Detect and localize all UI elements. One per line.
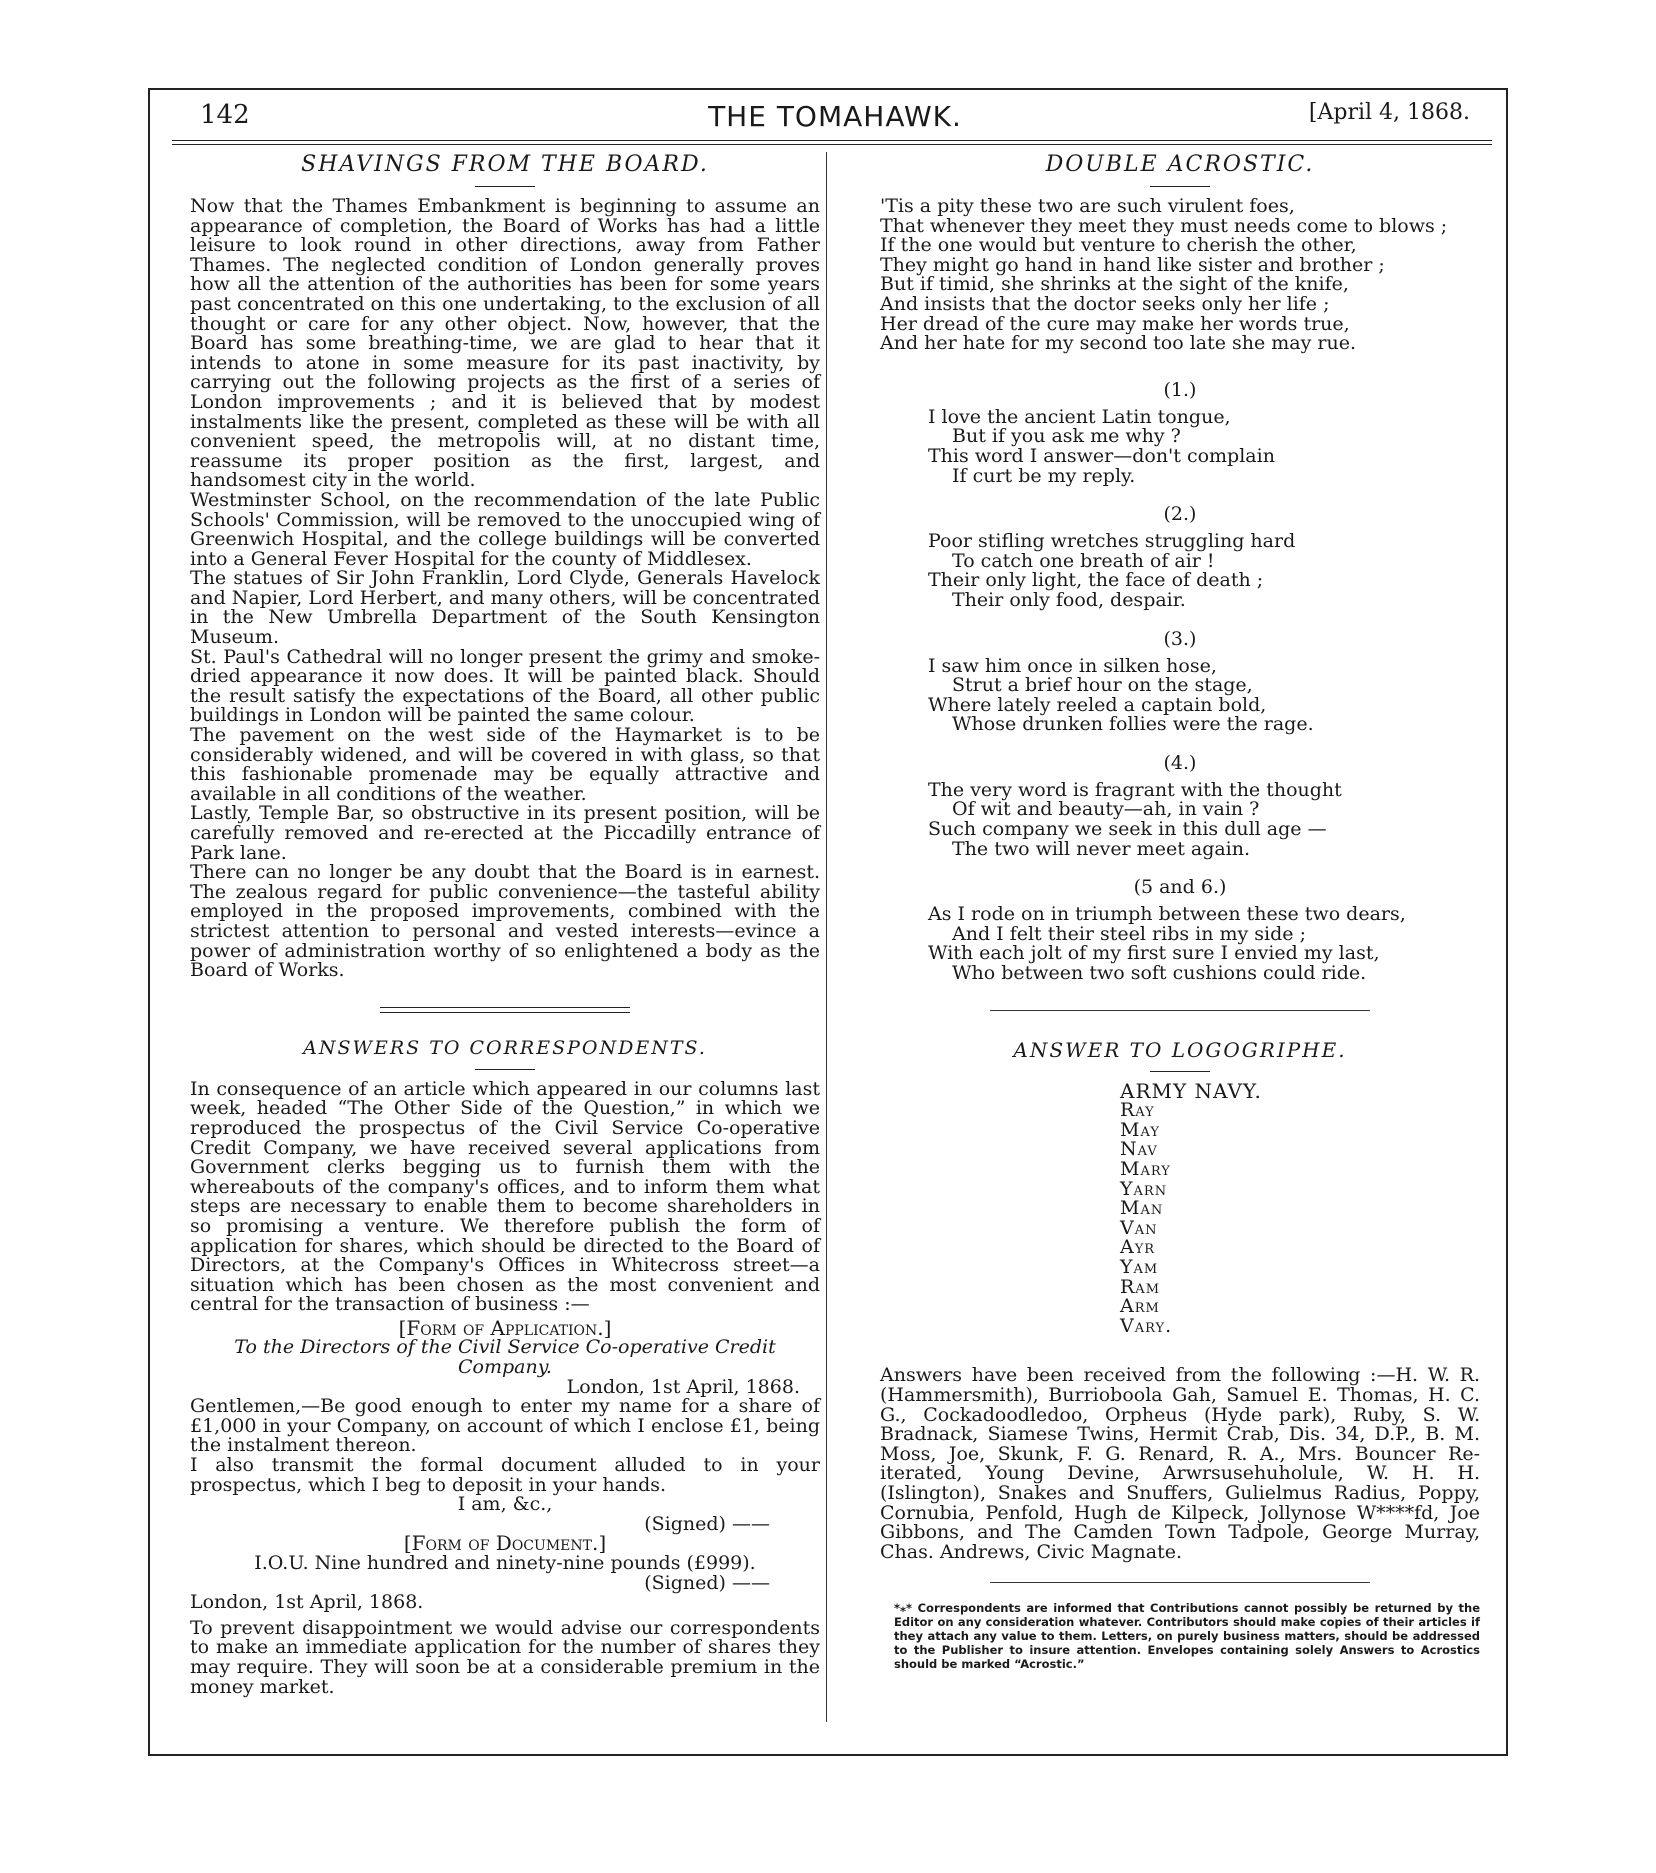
page-border-top	[148, 88, 1508, 90]
poem-line: Of wit and beauty—ah, in vain ?	[952, 798, 1260, 821]
poem-line: But if you ask me why ?	[952, 425, 1181, 448]
logogriphe-title: ANSWER TO LOGOGRIPHE.	[1013, 1037, 1347, 1062]
logogriphe-item: Ayr	[1120, 1236, 1156, 1259]
poem-line: Her dread of the cure may make her words true,	[880, 312, 1350, 335]
title-rule	[475, 186, 535, 187]
page-border-bottom	[148, 1754, 1508, 1756]
section-separator	[990, 1010, 1370, 1011]
shavings-title: SHAVINGS FROM THE BOARD.	[301, 152, 709, 177]
stanza-number: (3.)	[1163, 627, 1197, 650]
document-date: London, 1st April, 1868.	[190, 1591, 424, 1614]
logogriphe-answer	[880, 1035, 1480, 1337]
stanza	[880, 905, 1480, 983]
page-number: 142	[200, 100, 250, 130]
shavings-paragraph: There can no longer be any doubt that the Board is in earnest. The zealous regard for public convenience—the tasteful ability employed in the proposed improvements, combined with the strictest attention to personal and vested interests—evince a power of administration worthy of so enlightened a body as the Board of Works.	[190, 861, 820, 982]
poem-line: That whenever they meet they must needs come to blows ;	[880, 214, 1448, 237]
poem-line: I love the ancient Latin tongue,	[928, 405, 1231, 428]
poem-line: As I rode on in triumph between these two dears,	[928, 903, 1406, 926]
stanza	[880, 532, 1480, 610]
stanza-number: (4.)	[1163, 751, 1197, 774]
logogriphe-item: Van	[1120, 1216, 1158, 1239]
stanza-number: (1.)	[1163, 378, 1197, 401]
acrostic-intro	[880, 197, 1480, 354]
poem-line: The very word is fragrant with the thought	[928, 778, 1342, 801]
publication-title: THE TOMAHAWK.	[708, 100, 962, 133]
stanza-number: (2.)	[1163, 503, 1197, 526]
place-date: London, 1st April, 1868.	[566, 1375, 800, 1398]
logogriphe-list	[880, 1078, 1480, 1337]
shavings-paragraph: The pavement on the west side of the Haymarket is to be considerably widened, and will be covered in with glass, so that this fashionable promenade may be equally attractive and available in all conditions of the weather.	[190, 724, 820, 805]
poem-line: This word I answer—don't complain	[928, 444, 1275, 467]
poem-line: They might go hand in hand like sister and brother ;	[880, 253, 1385, 276]
logogriphe-item: Arm	[1120, 1295, 1160, 1318]
poem-line: If the one would but venture to cherish the other,	[880, 234, 1357, 257]
closing-paragraph: To prevent disappointment we would advise our correspondents to make an immediate application for the number of shares they may require. They will soon be at a considerable premium in the money market.	[190, 1616, 820, 1698]
shavings-paragraph: Now that the Thames Embankment is beginning to assume an appearance of completion, the Board of Works has had a little leisure to look round in other directions, away from Father Thames. The neglected condition of London generally proves how all the attention of the authorities has been for some years past concentrated on this one undertaking, to the exclusion of all thought or care for any other object. Now, however, that the Board has some breathing-time, we are glad to hear that it intends to atone in some measure for its past inactivity, by carrying out the following projects as the first of a series of London improvements ; and it is believed that by modest instalments like the present, completed as these will be with all convenient speed, the metropolis will, at no distant time, reassume its proper position as the first, largest, and handsomest city in the world.	[190, 195, 820, 492]
poem-line: I saw him once in silken hose,	[928, 654, 1217, 677]
acrostic-title: DOUBLE ACROSTIC.	[1045, 152, 1315, 177]
column-divider	[826, 152, 827, 1722]
page-header	[190, 100, 1480, 136]
logogriphe-item: Man	[1120, 1197, 1164, 1220]
poem-line: Who between two soft cushions could ride.	[952, 962, 1367, 985]
logogriphe-item: May	[1120, 1118, 1160, 1141]
title-rule	[475, 1069, 535, 1070]
shavings-paragraph: St. Paul's Cathedral will no longer present the grimy and smoke-dried appearance it now does. It will be painted black. Should the result satisfy the expectations of the Board, all other public buildings in London will be painted the same colour.	[190, 645, 820, 727]
poem-line: But if timid, she shrinks at the sight of the knife,	[880, 273, 1349, 296]
answers-article	[190, 1033, 820, 1697]
poem-line: Their only light, the face of death ;	[928, 569, 1264, 592]
footnote: *⁎* Correspondents are informed that Contributions cannot possibly be returned by the Editor on any consideration whatever. Contributors should make copies of their articles if they attach any value to them. Letters, on purely business matters, should be addressed to the Publisher to insure attention. Envelopes containing solely Answers to Acrostics should be marked “Acrostic.”	[894, 1601, 1480, 1672]
poem-line: Whose drunken follies were the rage.	[952, 713, 1314, 736]
signed-line: (Signed) ——	[644, 1571, 770, 1594]
logogriphe-item: Yam	[1120, 1255, 1159, 1278]
stanza	[880, 778, 1480, 860]
issue-date: [April 4, 1868.	[1308, 100, 1470, 125]
logogriphe-item: Yarn	[1120, 1177, 1168, 1200]
letter-paragraph: Gentlemen,—Be good enough to enter my name for a share of £1,000 in your Company, on account of which I enclose £1, being the instalment thereon.	[190, 1395, 820, 1457]
answers-received: Answers have been received from the following :—H. W. R. (Hammersmith), Burrioboola Gah, Samuel E. Thomas, H. C. G., Cockadoodledoo, Orpheus (Hyde park), Ruby, S. W. Bradnack, Siamese Twins, Hermit Crab, Dis. 34, D.P., B. M. Moss, Joe, Skunk, F. G. Renard, R. A., Mrs. Bouncer Re-iterated, Young Devine, Arwrsusehuholule, W. H. H. (Islington), Snakes and Snuffers, Gulielmus Radius, Poppy, Cornubia, Penfold, Hugh de Kilpeck, Jollynose W****fd, Joe Gibbons, and The Camden Town Tadpole, George Murray, Chas. Andrews, Civic Magnate.	[880, 1364, 1480, 1563]
title-rule	[1150, 186, 1210, 187]
logogriphe-head: ARMY NAVY.	[1120, 1078, 1262, 1103]
shavings-paragraph: Westminster School, on the recommendation of the late Public Schools' Commission, will be removed to the unoccupied wing of Greenwich Hospital, and the college buildings will be converted into a General Fever Hospital for the county of Middlesex.	[190, 488, 820, 570]
poem-line: Such company we seek in this dull age —	[928, 818, 1327, 841]
poem-line: The two will never meet again.	[952, 837, 1251, 860]
poem-line: 'Tis a pity these two are such virulent foes,	[880, 195, 1295, 217]
iou-line: I.O.U. Nine hundred and ninety-nine pounds (£999).	[254, 1552, 756, 1574]
letter-paragraph: I also transmit the formal document alluded to in your prospectus, which I beg to deposit in your hands.	[190, 1454, 820, 1496]
logogriphe-item: Vary.	[1120, 1314, 1173, 1337]
acrostic-article	[880, 150, 1480, 984]
signed-line: (Signed) ——	[644, 1512, 770, 1535]
stanza	[880, 405, 1480, 487]
poem-line: If curt be my reply.	[952, 464, 1136, 487]
poem-line: Poor stifling wretches struggling hard	[928, 530, 1296, 553]
poem-line: Strut a brief hour on the stage,	[952, 674, 1253, 697]
poem-line: Their only food, despair.	[952, 588, 1186, 611]
form-application-heading: [Form of Application.]	[398, 1315, 612, 1340]
shavings-article	[190, 150, 820, 981]
shavings-paragraph: Lastly, Temple Bar, so obstructive in its present position, will be carefully removed and re-erected at the Piccadilly entrance of Park lane.	[190, 802, 820, 864]
stanza	[880, 654, 1480, 736]
addressee: To the Directors of the Civil Service Co-operative Credit Company.	[234, 1336, 776, 1379]
footnote-separator	[990, 1582, 1370, 1583]
header-rule	[172, 140, 1492, 145]
poem-line: And I felt their steel ribs in my side ;	[952, 922, 1306, 945]
poem-line: Where lately reeled a captain bold,	[928, 693, 1267, 716]
poem-line: And her hate for my second too late she may rue.	[880, 332, 1357, 355]
page-border-right	[1506, 88, 1508, 1756]
logogriphe-item: Ray	[1120, 1099, 1155, 1122]
page-border-left	[148, 88, 150, 1756]
logogriphe-item: Ram	[1120, 1275, 1161, 1298]
right-column	[880, 150, 1480, 1671]
logogriphe-item: Nav	[1120, 1138, 1158, 1161]
shavings-paragraph: The statues of Sir John Franklin, Lord Clyde, Generals Havelock and Napier, Lord Herbert, and many others, will be concentrated in the New Umbrella Department of the South Kensington Museum.	[190, 567, 820, 649]
logogriphe-item: Mary	[1120, 1158, 1171, 1180]
title-rule	[1150, 1071, 1210, 1072]
poem-line: With each jolt of my first sure I envied my last,	[928, 942, 1380, 965]
answers-title: ANSWERS TO CORRESPONDENTS.	[303, 1036, 707, 1059]
answers-intro: In consequence of an article which appeared in our columns last week, headed “The Other Side of the Question,” in which we reproduced the prospectus of the Civil Service Co-operative Credit Company, we have received several applications from Government clerks begging us to furnish them with the whereabouts of the company's offices, and to inform them what steps are necessary to enable them to become shareholders in so promising a venture. We therefore publish the form of application for shares, which should be directed to the Board of Directors, at the Company's Offices in Whitecross street—a situation which has been chosen as the most convenient and central for the transaction of business :—	[190, 1077, 820, 1316]
stanza-number: (5 and 6.)	[1133, 876, 1227, 899]
poem-line: To catch one breath of air !	[952, 549, 1215, 572]
form-document-heading: [Form of Document.]	[403, 1531, 607, 1556]
closing: I am, &c.,	[457, 1493, 553, 1516]
section-separator	[380, 1007, 630, 1013]
poem-line: And insists that the doctor seeks only her life ;	[880, 292, 1330, 315]
left-column	[190, 150, 820, 1697]
